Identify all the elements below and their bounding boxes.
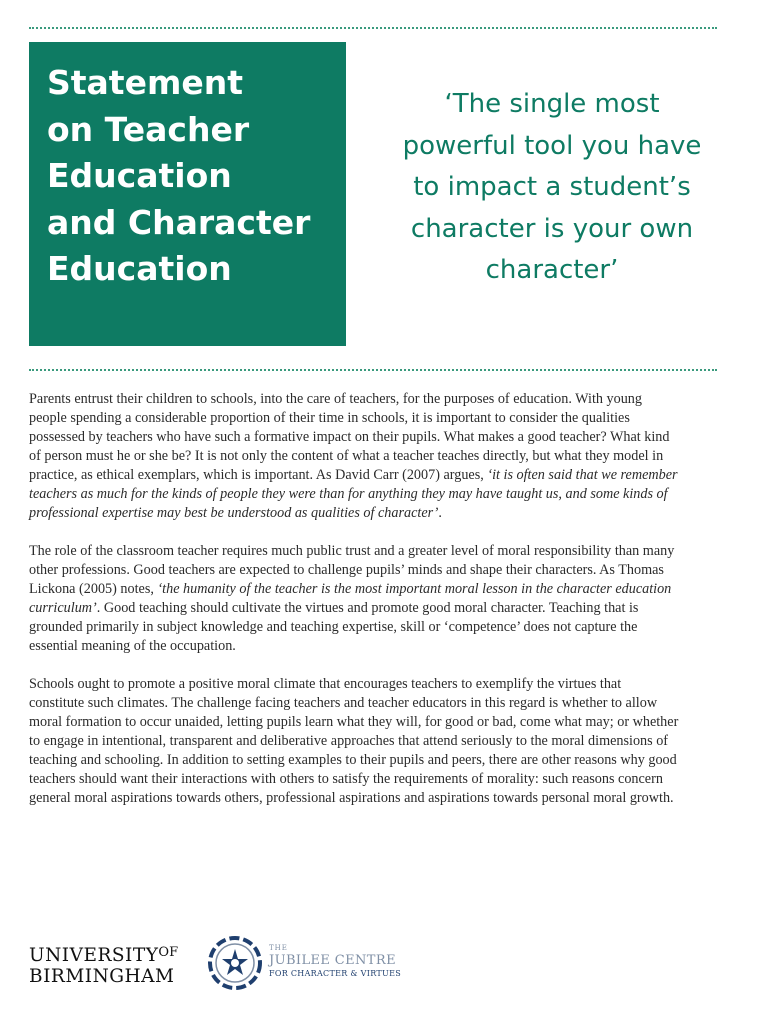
jubilee-tagline: FOR CHARACTER & VIRTUES	[269, 969, 401, 978]
title-line: Statement	[47, 63, 244, 102]
top-dotted-rule	[29, 27, 717, 29]
paragraph-text: The role of the classroom teacher requires much public trust and a greater level of moral responsibility than many other professions. Good teachers are expected to challenge pupils’ minds and shape their characters. As Thomas Lickona (2005) notes,	[29, 543, 675, 597]
jubilee-name: JUBILEE CENTRE	[269, 953, 396, 968]
uob-line-2: BIRMINGHAM	[29, 966, 175, 987]
title-box	[29, 42, 346, 346]
jubilee-emblem-icon	[207, 935, 263, 991]
paragraph-text: Parents entrust their children to schools, into the care of teachers, for the purposes of education. With young people spending a considerable proportion of their time in schools, it is important to consider the qualities possessed by teachers who have such a formative impact on their pupils. What makes a good teacher? What kind of person must he or she be? It is not only the content of what a teacher teaches directly, but what they model in practice, as ethical exemplars, which is important. As David Carr (2007) argues,	[29, 391, 670, 483]
jubilee-centre-logo	[207, 935, 401, 995]
title-line: and Character	[47, 202, 311, 242]
paragraph	[29, 675, 679, 808]
university-of-birmingham-logo	[29, 942, 178, 987]
paragraph-quote: ‘the humanity of the teacher is the most important moral lesson in the character education curriculum’	[29, 581, 672, 616]
title-line: on Teacher	[47, 109, 250, 149]
middle-dotted-rule	[29, 369, 717, 371]
paragraph-text: .	[438, 505, 442, 521]
pull-quote-line: to impact a student’s	[413, 172, 691, 202]
pull-quote-line: character is your own	[410, 213, 694, 244]
paragraph-text: Schools ought to promote a positive moral climate that encourages teachers to exemplify the virtues that constitute such climates. The challenge facing teachers and teacher educators in this regard is whether to allow moral formation to occur unaided, letting pupils learn what they will, for good or bad, come what may; or whether to engage in intentional, transparent and deliberative approaches that attend seriously to the moral dimensions of teaching and schooling. In addition to setting examples to their pupils and peers, there are other reasons why good teachers should want their interactions with others to satisfy the requirements of morality: such reasons concern general moral aspirations towards others, professional aspirations and aspirations towards personal moral growth.	[29, 676, 679, 806]
pull-quote-line: character’	[485, 255, 619, 285]
paragraph	[29, 542, 679, 656]
pull-quote	[382, 84, 722, 292]
uob-of: OF	[158, 945, 179, 960]
body-text	[29, 390, 679, 827]
jubilee-the: THE	[269, 944, 288, 952]
title-line: Education	[47, 156, 232, 195]
paragraph-text: . Good teaching should cultivate the virtues and promote good moral character. Teaching that is grounded primarily in subject knowledge and teaching expertise, skill or ‘competence’ does not capture the essential meaning of the occupation.	[29, 600, 639, 654]
pull-quote-line: ‘The single most	[444, 89, 660, 119]
pull-quote-line: powerful tool you have	[402, 130, 702, 161]
uob-line-1: UNIVERSITY	[29, 945, 159, 966]
title-line: Education	[47, 249, 232, 288]
paragraph-quote: ‘it is often said that we remember teachers as much for the kinds of people they were than for anything they may have taught us, and some kinds of professional expertise may best be understood as qualities of character’	[29, 467, 678, 521]
paragraph	[29, 390, 679, 523]
